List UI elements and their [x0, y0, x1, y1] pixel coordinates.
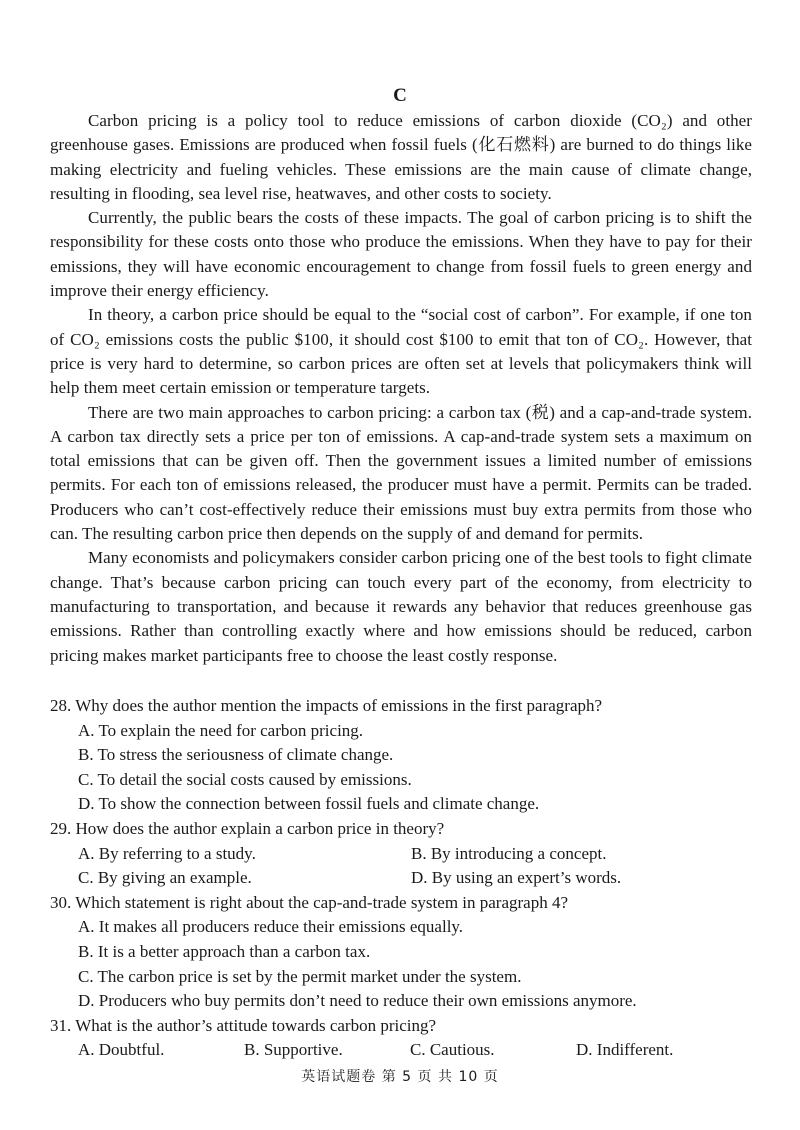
- question-29: [50, 817, 752, 891]
- option-row: [78, 842, 752, 867]
- option-a: A. To explain the need for carbon pricing.: [78, 720, 364, 740]
- question-list: [50, 694, 752, 1063]
- passage-paragraph-3: In theory, a carbon price should be equal to the “social cost of carbon”. For example, if one ton of CO₂ emissions costs the public $100, it should cost $100 to emit that ton of CO₂. However, that price is very hard to determine, so carbon prices are often set at levels that policymakers think will help them meet certain emission or temperature targets.: [50, 305, 752, 398]
- option-b: B. To stress the seriousness of climate change.: [78, 745, 394, 765]
- option-c: C. Cautious.: [410, 1040, 495, 1060]
- question-stem: 29. How does the author explain a carbon price in theory?: [50, 818, 445, 838]
- reading-passage: [50, 109, 752, 668]
- question-30: [50, 891, 752, 1014]
- option-d: D. By using an expert’s words.: [411, 868, 622, 888]
- option-b: B. By introducing a concept.: [411, 843, 607, 863]
- option-c: C. The carbon price is set by the permit market under the system.: [78, 966, 522, 986]
- passage-paragraph-5: Many economists and policymakers consider carbon pricing one of the best tools to fight climate change. That’s because carbon pricing can touch every part of the economy, from electricity to manufacturing to transportation, and because it rewards any behavior that reduces greenhouse gas emissions. Rather than controlling exactly where and how emissions should be reduced, carbon pricing makes market participants free to choose the least costly response.: [50, 548, 752, 665]
- question-28: [50, 694, 752, 817]
- option-a: A. By referring to a study.: [78, 843, 256, 863]
- question-31: [50, 1014, 752, 1063]
- option-b: B. Supportive.: [244, 1040, 343, 1060]
- passage-paragraph-2: Currently, the public bears the costs of these impacts. The goal of carbon pricing is to shift the responsibility for these costs onto those who produce the emissions. When they have to pay for their emissions, they will have economic encouragement to change from fossil fuels to green energy and improve their energy efficiency.: [50, 208, 752, 301]
- option-a: A. Doubtful.: [78, 1040, 165, 1060]
- option-c: C. To detail the social costs caused by emissions.: [78, 769, 412, 789]
- option-a: A. It makes all producers reduce their emissions equally.: [78, 917, 464, 937]
- passage-paragraph-4: There are two main approaches to carbon pricing: a carbon tax (税) and a cap-and-trade system. A carbon tax directly sets a price per ton of emissions. A cap-and-trade system sets a maximum on total emissions that can be given off. Then the government issues a limited number of emissions permits. For each ton of emissions released, the producer must have a permit. Permits can be traded. Producers who can’t cost-effectively reduce their emissions must buy extra permits from those who can. The resulting carbon price then depends on the supply of and demand for permits.: [50, 402, 752, 544]
- option-row: [78, 1038, 752, 1063]
- passage-paragraph-1: Carbon pricing is a policy tool to reduce emissions of carbon dioxide (CO₂) and other greenhouse gases. Emissions are produced when fossil fuels (化石燃料) are burned to do things like making electricity and fueling vehicles. These emissions are the main cause of climate change, resulting in flooding, sea level rise, heatwaves, and other costs to society.: [50, 111, 752, 203]
- question-stem: 31. What is the author’s attitude towards carbon pricing?: [50, 1015, 437, 1035]
- section-letter: C: [393, 85, 407, 106]
- question-stem: 28. Why does the author mention the impacts of emissions in the first paragraph?: [50, 696, 603, 715]
- option-d: D. Producers who buy permits don’t need to reduce their own emissions anymore.: [78, 991, 637, 1011]
- page-footer: 英语试题卷 第 5 页 共 10 页: [301, 1069, 499, 1085]
- option-b: B. It is a better approach than a carbon tax.: [78, 941, 371, 961]
- option-row: [78, 866, 752, 891]
- option-d: D. Indifferent.: [576, 1040, 674, 1060]
- question-stem: 30. Which statement is right about the cap-and-trade system in paragraph 4?: [50, 892, 569, 912]
- option-d: D. To show the connection between fossil fuels and climate change.: [78, 794, 540, 814]
- option-c: C. By giving an example.: [78, 868, 252, 888]
